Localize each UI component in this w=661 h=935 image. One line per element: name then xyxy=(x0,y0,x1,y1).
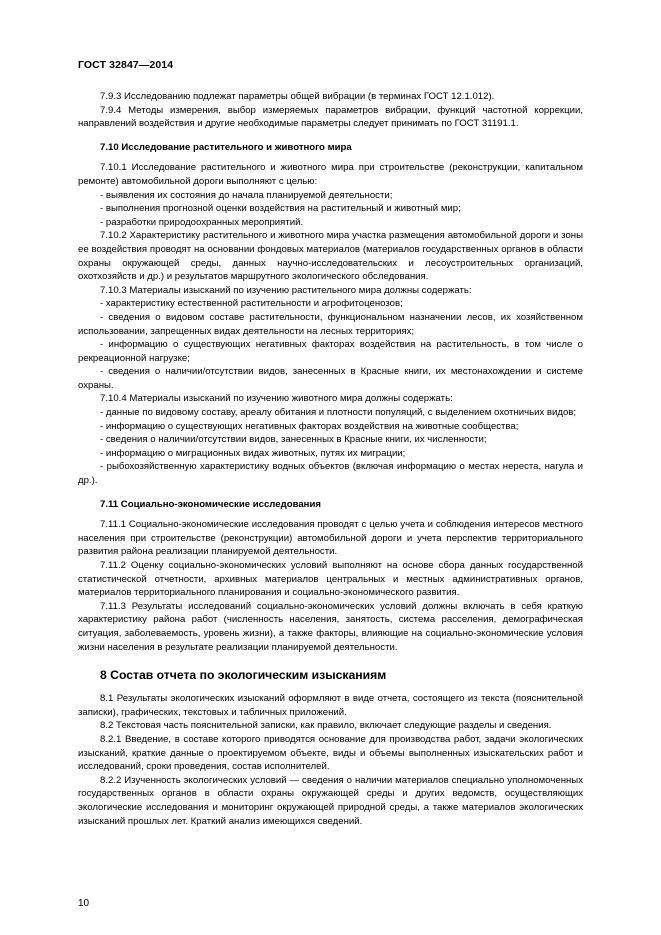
list-item: - сведения о наличии/отсутствии видов, занесенных в Красные книги, их численности; xyxy=(100,434,487,446)
list-item: - сведения о видовом составе растительности, функциональном назначении лесов, их хозяйственном использовании, запрещенных видах деятельности на лесных территориях; xyxy=(78,311,583,337)
chapter-heading-8: 8 Состав отчета по экологическим изысканиям xyxy=(100,668,387,683)
list-item: - информацию о существующих негативных факторах воздействия на животные сообщества; xyxy=(100,420,519,432)
paragraph-7-10-2: 7.10.2 Характеристику растительного и животного мира участка размещения автомобильной дороги и зоны ее воздействия проводят на основании фондовых материалов (материалов государственных органов в области охраны окружающей среды, данных научно-исследовательских и лесоустроительных организаций, охотхозяйств и др.) и результатов маршрутного экологического обследования. xyxy=(78,230,583,283)
list-item: - информацию о миграционных видах животных, путях их миграции; xyxy=(100,447,406,459)
paragraph-7-10-1: 7.10.1 Исследование растительного и животного мира при строительстве (реконструкции, капитальном ремонте) автомобильной дороги выполняют с целью: xyxy=(78,162,583,187)
list-item: - рыбохозяйственную характеристику водных объектов (включая информацию о местах нереста, нагула и др.). xyxy=(78,461,583,487)
section-heading-7-11: 7.11 Социально-экономические исследования xyxy=(100,498,321,510)
list-item: - выявления их состояния до начала планируемой деятельности; xyxy=(100,189,393,201)
section-heading-7-10: 7.10 Исследование растительного и животного мира xyxy=(100,141,352,153)
paragraph-8-2-1: 8.2.1 Введение, в составе которого приводятся основание для производства работ, задачи экологических изысканий, краткие данные о проектируемом объекте, виды и объемы выполненных изыскательских работ и исследований, сроки проведения, состав исполнителей. xyxy=(78,733,583,773)
paragraph-8-1: 8.1 Результаты экологических изысканий оформляют в виде отчета, состоящего из текста (пояснительной записки), графических, текстовых и табличных приложений. xyxy=(78,693,583,718)
list-item: - данные по видовому составу, ареалу обитания и плотности популяций, с выделением охотничьих видов; xyxy=(100,407,577,419)
list-item: - характеристику естественной растительности и агрофитоценозов; xyxy=(100,298,403,310)
paragraph-8-2-2: 8.2.2 Изученность экологических условий — сведения о наличии материалов специально уполномоченных государственных органов в области охраны окружающей среды и других ведомств, осуществляющих экологические исследования и мониторинг окружающей природной среды, а также материалов экологических изысканий прошлых лет. Краткий анализ имеющихся сведений. xyxy=(78,774,583,827)
paragraph-7-11-3: 7.11.3 Результаты исследований социально-экономических условий должны включать в себя краткую характеристику района работ (численность населения, занятость, система расселения, демографическая ситуация, заболеваемость, уровень жизни), а также факторы, влияющие на социально-экономические условия жизни населения в результате реализации планируемой деятельности. xyxy=(78,600,583,653)
paragraph-7-10-4: 7.10.4 Материалы изысканий по изучению животного мира должны содержать: xyxy=(100,393,453,405)
page-number: 10 xyxy=(78,898,90,909)
list-item: - сведения о наличии/отсутствии видов, занесенных в Красные книги, их местонахождении и системе охраны. xyxy=(78,366,583,391)
paragraph-7-9-3: 7.9.3 Исследованию подлежат параметры общей вибрации (в терминах ГОСТ 12.1.012). xyxy=(100,91,495,102)
paragraph-8-2: 8.2 Текстовая часть пояснительной записки, как правило, включает следующие разделы и сведения. xyxy=(100,720,552,732)
paragraph-7-9-4: 7.9.4 Методы измерения, выбор измеряемых параметров вибрации, функций частотной коррекции, направлений воздействия и другие необходимые параметры следует принимать по ГОСТ 31191.1. xyxy=(78,104,583,130)
document-code-header: ГОСТ 32847—2014 xyxy=(78,59,174,71)
list-item: - разработки природоохранных мероприятий. xyxy=(100,216,304,228)
list-item: - информацию о существующих негативных факторах воздействия на растительность, в том числе о рекреационной нагрузке; xyxy=(78,339,583,364)
document-body xyxy=(78,90,583,828)
paragraph-7-11-1: 7.11.1 Социально-экономические исследования проводят с целью учета и соблюдения интересов местного населения при строительстве (реконструкции) автомобильной дороги и учета перспектив территориального развития района реализации планируемой деятельности. xyxy=(78,519,583,558)
paragraph-7-10-3: 7.10.3 Материалы изысканий по изучению растительного мира должны содержать: xyxy=(100,284,472,296)
paragraph-7-11-2: 7.11.2 Оценку социально-экономических условий выполняют на основе сбора данных государственной статистической отчетности, архивных материалов центральных и местных административных органов, материалов территориального планирования и социально-экономического развития. xyxy=(78,560,583,599)
list-item: - выполнения прогнозной оценки воздействия на растительный и животный мир; xyxy=(100,203,461,215)
